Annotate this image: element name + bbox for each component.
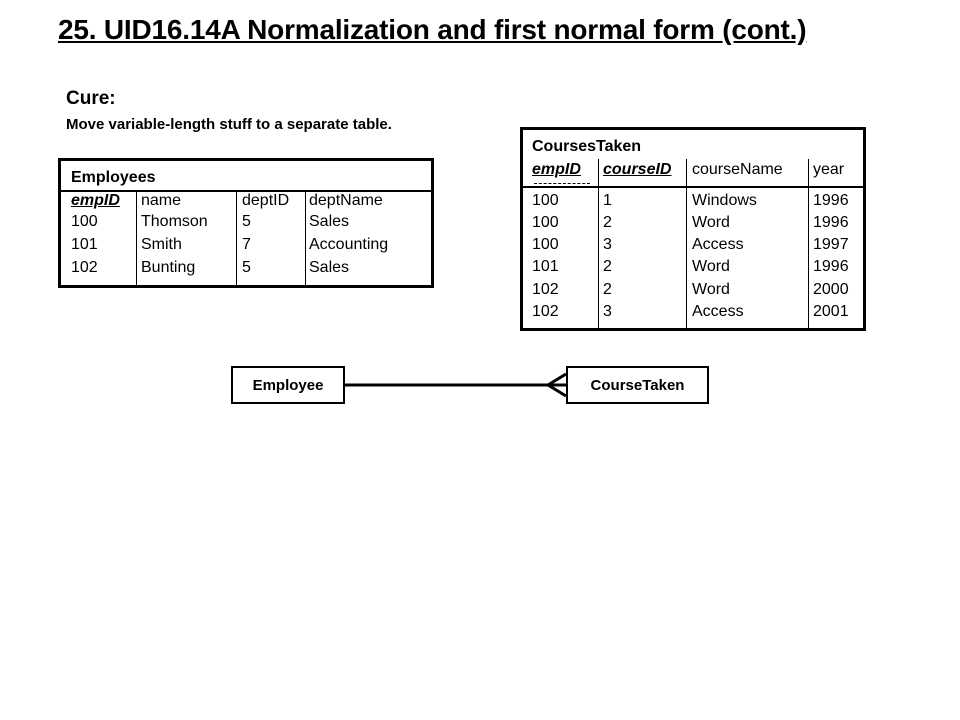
entity-course-taken: CourseTaken (566, 366, 709, 404)
column-header-empid: empID (532, 161, 581, 178)
table-cell: Smith (141, 236, 182, 253)
table-cell: 1996 (813, 258, 849, 275)
column-header-deptid: deptID (242, 192, 290, 209)
table-cell: 100 (532, 192, 559, 209)
table-cell: Access (692, 236, 744, 253)
table-cell: 1 (603, 192, 612, 209)
table-cell: 2 (603, 258, 612, 275)
employees-table-name: Employees (71, 169, 156, 186)
table-cell: Word (692, 281, 730, 298)
table-cell: 5 (242, 259, 251, 276)
table-cell: 100 (532, 236, 559, 253)
cure-heading: Cure: (66, 88, 116, 109)
table-cell: 1996 (813, 214, 849, 231)
crows-foot-lower (548, 385, 566, 396)
crows-foot-upper (548, 374, 566, 385)
table-cell: 100 (71, 213, 98, 230)
table-cell: Thomson (141, 213, 208, 230)
table-cell: Bunting (141, 259, 196, 276)
table-cell: 2000 (813, 281, 849, 298)
table-cell: 2001 (813, 303, 849, 320)
slide-title: 25. UID16.14A Normalization and first normal form (cont.) (58, 14, 807, 45)
column-header-deptname: deptName (309, 192, 383, 209)
table-cell: 3 (603, 236, 612, 253)
table-cell: 5 (242, 213, 251, 230)
table-cell: 102 (71, 259, 98, 276)
table-cell: 101 (71, 236, 98, 253)
column-header-year: year (813, 161, 845, 178)
table-cell: Word (692, 214, 730, 231)
table-cell: 7 (242, 236, 251, 253)
table-cell: 2 (603, 281, 612, 298)
table-cell: 102 (532, 303, 559, 320)
table-cell: Windows (692, 192, 757, 209)
table-cell: 1997 (813, 236, 849, 253)
column-header-courseid: courseID (603, 161, 672, 178)
table-cell: Sales (309, 259, 350, 276)
table-cell: 3 (603, 303, 612, 320)
table-cell: 100 (532, 214, 559, 231)
column-header-coursename: courseName (692, 161, 783, 178)
table-cell: 101 (532, 258, 559, 275)
table-cell: Access (692, 303, 744, 320)
table-cell: 1996 (813, 192, 849, 209)
table-cell: 2 (603, 214, 612, 231)
column-header-name: name (141, 192, 182, 209)
column-header-empid: empID (71, 192, 120, 209)
table-cell: Sales (309, 213, 350, 230)
table-cell: Word (692, 258, 730, 275)
table-cell: 102 (532, 281, 559, 298)
entity-employee: Employee (231, 366, 345, 404)
courses-taken-table-name: CoursesTaken (532, 138, 642, 155)
table-cell: Accounting (309, 236, 389, 253)
cure-description: Move variable-length stuff to a separate table. (66, 116, 392, 133)
